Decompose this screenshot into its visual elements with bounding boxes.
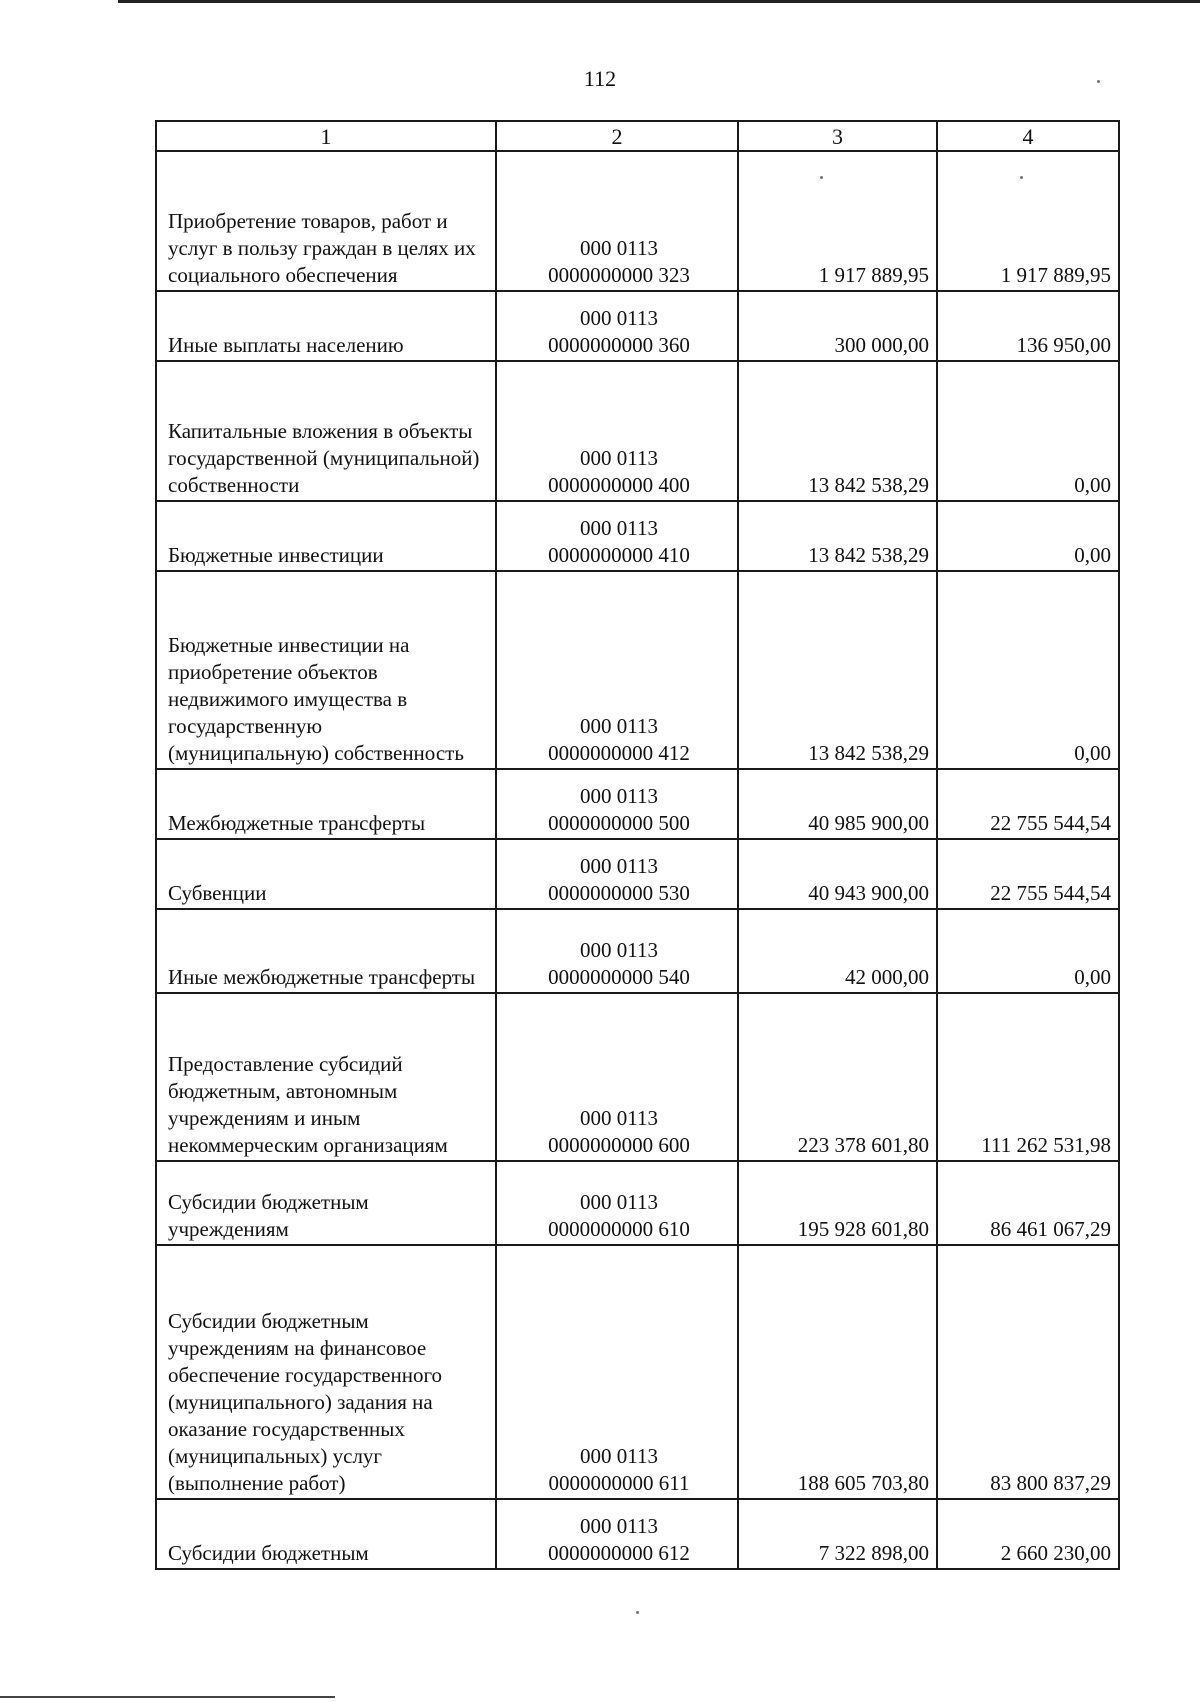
row-col4-value: 0,00	[937, 501, 1119, 571]
row-name: Капитальные вложения в объекты государственной (муниципальной) собственности	[156, 361, 496, 501]
row-col4-value: 136 950,00	[937, 291, 1119, 361]
table-row	[156, 361, 1119, 501]
row-code: 000 0113 0000000000 360	[496, 291, 738, 361]
row-col3-value: 195 928 601,80	[738, 1161, 937, 1245]
header-cell-3: 3	[738, 121, 937, 151]
row-name: Предоставление субсидий бюджетным, автономным учреждениям и иным некоммерческим организациям	[156, 993, 496, 1161]
scan-speck	[1097, 80, 1100, 83]
table-row	[156, 501, 1119, 571]
scan-speck	[1020, 176, 1023, 179]
table-row	[156, 151, 1119, 291]
row-col4-value: 86 461 067,29	[937, 1161, 1119, 1245]
row-col4-value: 1 917 889,95	[937, 151, 1119, 291]
row-col3-value: 188 605 703,80	[738, 1245, 937, 1499]
scan-speck	[636, 1611, 639, 1614]
row-name: Субсидии бюджетным учреждениям	[156, 1161, 496, 1245]
row-code: 000 0113 0000000000 540	[496, 909, 738, 993]
row-code: 000 0113 0000000000 530	[496, 839, 738, 909]
row-name: Межбюджетные трансферты	[156, 769, 496, 839]
row-col3-value: 13 842 538,29	[738, 501, 937, 571]
table-row	[156, 1161, 1119, 1245]
row-name: Субвенции	[156, 839, 496, 909]
table-row	[156, 1499, 1119, 1569]
row-col4-value: 0,00	[937, 361, 1119, 501]
row-col3-value: 7 322 898,00	[738, 1499, 937, 1569]
row-name: Приобретение товаров, работ и услуг в пользу граждан в целях их социального обеспечения	[156, 151, 496, 291]
table-row	[156, 993, 1119, 1161]
row-code: 000 0113 0000000000 412	[496, 571, 738, 769]
row-code: 000 0113 0000000000 612	[496, 1499, 738, 1569]
row-col3-value: 40 943 900,00	[738, 839, 937, 909]
row-code: 000 0113 0000000000 611	[496, 1245, 738, 1499]
row-col4-value: 83 800 837,29	[937, 1245, 1119, 1499]
row-col3-value: 40 985 900,00	[738, 769, 937, 839]
row-col3-value: 13 842 538,29	[738, 571, 937, 769]
scan-speck	[820, 176, 823, 179]
row-code: 000 0113 0000000000 323	[496, 151, 738, 291]
row-code: 000 0113 0000000000 410	[496, 501, 738, 571]
row-name: Иные выплаты населению	[156, 291, 496, 361]
row-col3-value: 223 378 601,80	[738, 993, 937, 1161]
row-name: Субсидии бюджетным	[156, 1499, 496, 1569]
row-name: Субсидии бюджетным учреждениям на финансовое обеспечение государственного (муниципального) задания на оказание государственных (муниципальных) услуг (выполнение работ)	[156, 1245, 496, 1499]
table-row	[156, 571, 1119, 769]
row-col4-value: 111 262 531,98	[937, 993, 1119, 1161]
top-border-rule	[118, 0, 1200, 3]
row-col3-value: 300 000,00	[738, 291, 937, 361]
header-cell-4: 4	[937, 121, 1119, 151]
row-col4-value: 0,00	[937, 571, 1119, 769]
table-row	[156, 1245, 1119, 1499]
row-code: 000 0113 0000000000 400	[496, 361, 738, 501]
row-col3-value: 13 842 538,29	[738, 361, 937, 501]
row-name: Иные межбюджетные трансферты	[156, 909, 496, 993]
row-code: 000 0113 0000000000 600	[496, 993, 738, 1161]
row-col4-value: 2 660 230,00	[937, 1499, 1119, 1569]
table-row	[156, 769, 1119, 839]
row-col4-value: 22 755 544,54	[937, 839, 1119, 909]
row-name: Бюджетные инвестиции	[156, 501, 496, 571]
row-col4-value: 0,00	[937, 909, 1119, 993]
row-col3-value: 1 917 889,95	[738, 151, 937, 291]
bottom-border-rule	[0, 1696, 335, 1698]
row-code: 000 0113 0000000000 500	[496, 769, 738, 839]
row-name: Бюджетные инвестиции на приобретение объектов недвижимого имущества в государственную (муниципальную) собственность	[156, 571, 496, 769]
header-row	[156, 121, 1119, 151]
table-row	[156, 839, 1119, 909]
page-number: 112	[583, 66, 617, 91]
budget-table	[155, 120, 1120, 1570]
row-col3-value: 42 000,00	[738, 909, 937, 993]
header-cell-1: 1	[156, 121, 496, 151]
row-code: 000 0113 0000000000 610	[496, 1161, 738, 1245]
table-row	[156, 291, 1119, 361]
row-col4-value: 22 755 544,54	[937, 769, 1119, 839]
header-cell-2: 2	[496, 121, 738, 151]
table-row	[156, 909, 1119, 993]
